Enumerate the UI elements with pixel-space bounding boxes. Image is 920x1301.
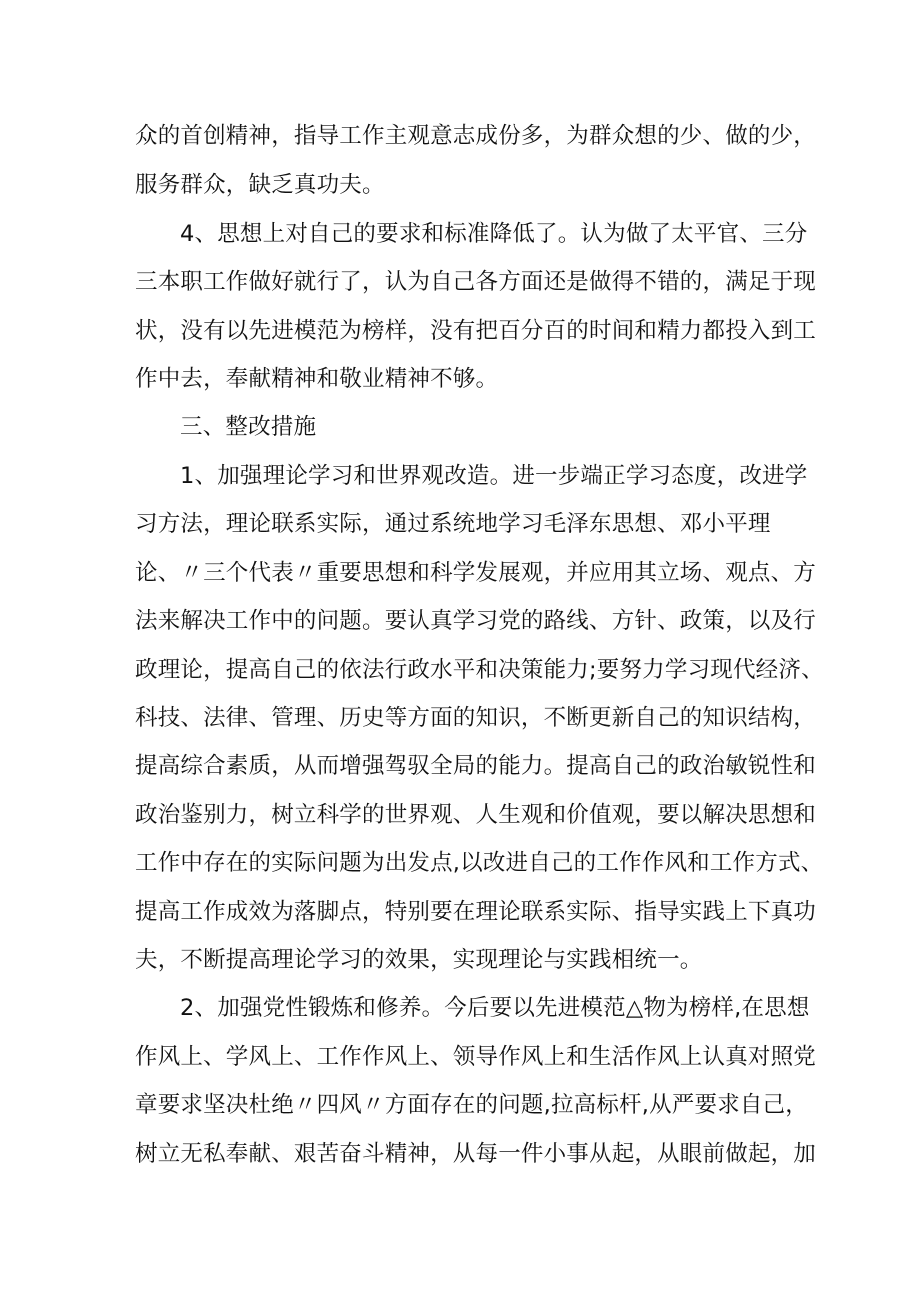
text-line: 习方法，理论联系实际，通过系统地学习毛泽东思想、邓小平理 — [135, 511, 771, 537]
text-line: 提高工作成效为落脚点，特别要在理论联系实际、指导实践上下真功 — [135, 899, 817, 925]
text-line: 树立无私奉献、艰苦奋斗精神，从每一件小事从起，从眼前做起，加 — [135, 1141, 817, 1167]
text-line: 论、〃三个代表〃重要思想和科学发展观，并应用其立场、观点、方 — [135, 560, 817, 586]
text-line: 4、思想上对自己的要求和标准降低了。认为做了太平官、三分 — [180, 221, 808, 247]
text-line: 工作中存在的实际问题为出发点,以改进自己的工作作风和工作方式、 — [135, 850, 824, 876]
text-line: 作风上、学风上、工作作风上、领导作风上和生活作风上认真对照党 — [135, 1044, 817, 1070]
text-line: 服务群众，缺乏真功夫。 — [135, 172, 385, 198]
text-line: 提高综合素质，从而增强驾驭全局的能力。提高自己的政治敏锐性和 — [135, 753, 817, 779]
section-heading: 三、整改措施 — [180, 414, 317, 440]
text-line: 作中去，奉献精神和敬业精神不够。 — [135, 366, 499, 392]
text-line: 夫，不断提高理论学习的效果，实现理论与实践相统一。 — [135, 947, 703, 973]
text-line: 政治鉴别力，树立科学的世界观、人生观和价值观，要以解决思想和 — [135, 802, 817, 828]
text-line: 科技、法律、管理、历史等方面的知识，不断更新自己的知识结构， — [135, 705, 817, 731]
text-line: 1、加强理论学习和世界观改造。进一步端正学习态度，改进学 — [180, 463, 808, 489]
text-line: 众的首创精神，指导工作主观意志成份多，为群众想的少、做的少， — [135, 123, 817, 149]
text-line: 三本职工作做好就行了，认为自己各方面还是做得不错的，满足于现 — [135, 269, 817, 295]
text-line: 2、加强党性锻炼和修养。今后要以先进模范△物为榜样,在思想 — [180, 995, 810, 1021]
text-line: 法来解决工作中的问题。要认真学习党的路线、方针、政策，以及行 — [135, 608, 817, 634]
text-line: 状，没有以先进模范为榜样，没有把百分百的时间和精力都投入到工 — [135, 318, 817, 344]
text-line: 章要求坚决杜绝〃四风〃方面存在的问题,拉高标杆,从严要求自己， — [135, 1092, 809, 1118]
text-line: 政理论，提高自己的依法行政水平和决策能力;要努力学习现代经济、 — [135, 657, 824, 683]
